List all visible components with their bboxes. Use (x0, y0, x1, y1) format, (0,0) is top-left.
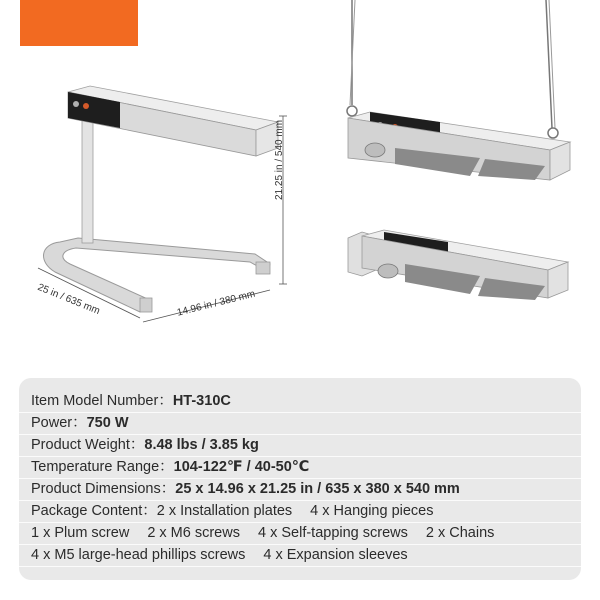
spec-weight (19, 435, 581, 457)
freestanding-heater (35, 86, 287, 322)
depth-dimension-label: 25 in / 635 mm (35, 282, 102, 317)
spec-power (19, 413, 581, 435)
package-item: 2 x Chains (425, 525, 495, 541)
spec-model (19, 391, 581, 413)
spec-value: 8.48 lbs / 3.85 kg (144, 437, 259, 453)
spec-value: HT-310C (172, 393, 231, 409)
width-dimension-label: 14.96 in / 380 mm (176, 288, 257, 319)
package-item: 1 x Plum screw (31, 525, 130, 541)
package-item: 4 x M5 large-head phillips screws (31, 547, 246, 563)
spec-value: 104-122℉ / 40-50℃ (173, 459, 310, 475)
spec-value: 750 W (86, 415, 129, 431)
spec-label: Product Dimensions： (31, 481, 176, 497)
hanging-heater (347, 0, 570, 180)
package-item: 2 x Installation plates (156, 503, 293, 519)
spec-package-line-1 (19, 501, 581, 523)
spec-label: Item Model Number： (31, 393, 173, 409)
spec-package-line-2 (19, 523, 581, 545)
package-item: 4 x Self-tapping screws (257, 525, 408, 541)
package-item: 4 x Hanging pieces (310, 503, 434, 519)
spec-label: Product Weight： (31, 437, 145, 453)
spec-temperature (19, 457, 581, 479)
specifications-panel (19, 378, 581, 580)
package-item: 2 x M6 screws (147, 525, 240, 541)
spec-label: Temperature Range： (31, 459, 174, 475)
height-dimension-label: 21.25 in / 540 mm (274, 119, 285, 200)
spec-label: Package Content： (31, 503, 157, 519)
package-item: 4 x Expansion sleeves (263, 547, 408, 563)
spec-dimensions (19, 479, 581, 501)
wall-mounted-heater (348, 230, 568, 300)
spec-package-line-3 (19, 545, 581, 567)
spec-label: Power： (31, 415, 87, 431)
spec-value: 25 x 14.96 x 21.25 in / 635 x 380 x 540 mm (175, 481, 460, 497)
